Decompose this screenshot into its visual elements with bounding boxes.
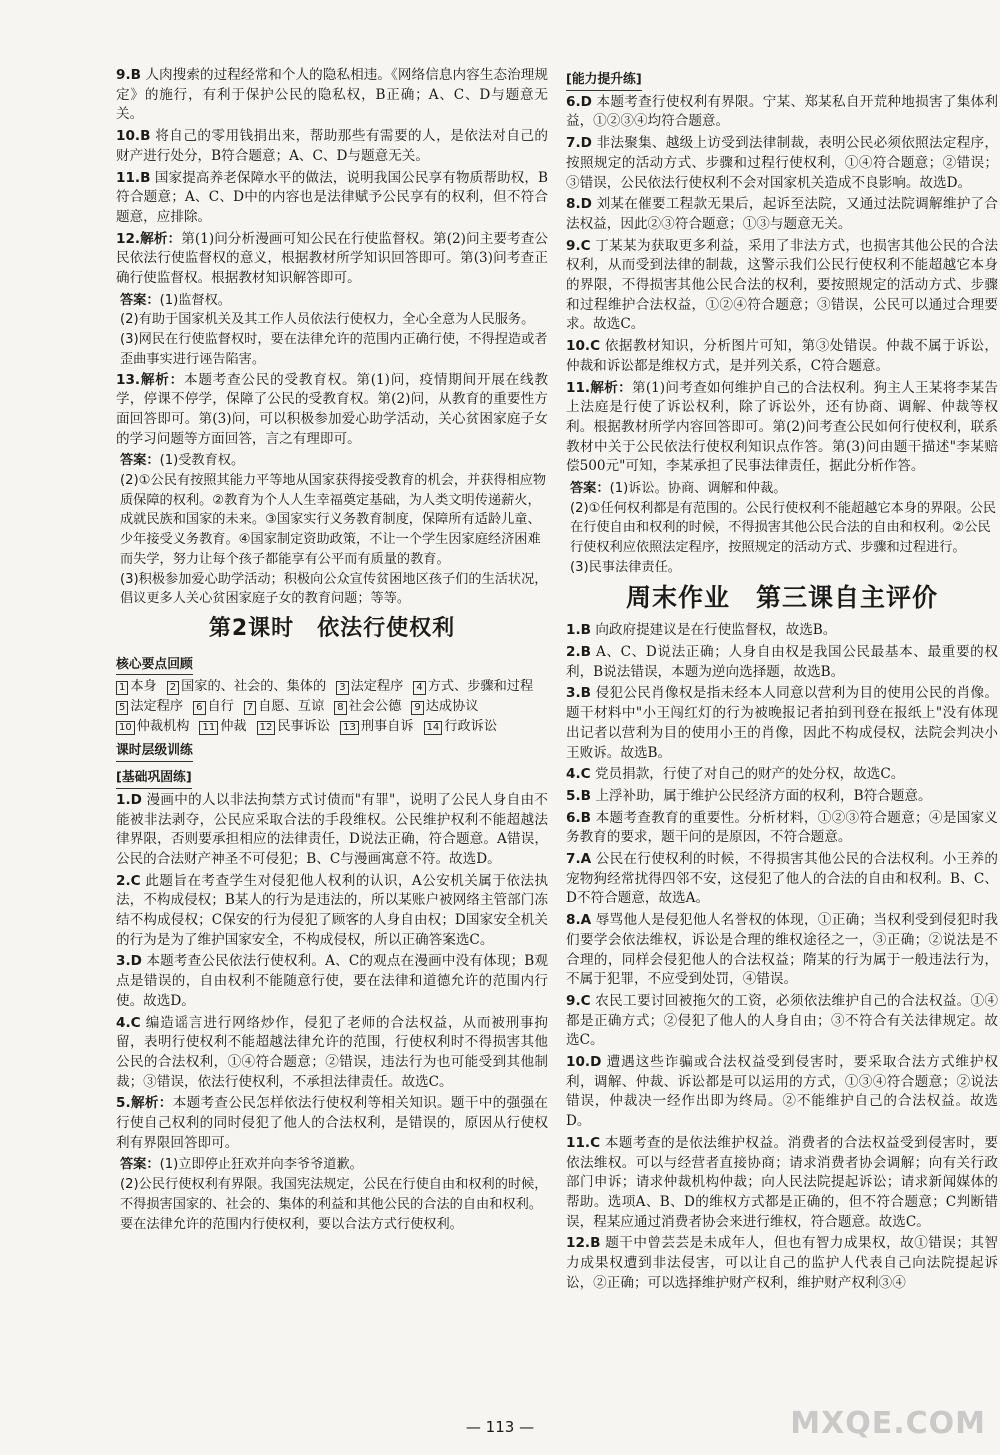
q11-answer-label: 答案： bbox=[570, 481, 610, 497]
key-number: 3 bbox=[336, 681, 348, 695]
item-text: 丁某某为获取更多利益，采用了非法方式，也损害其他公民的合法权利，从而受到法律的制裁，这警示我们公民行使权利不能超越它本身的界限，不得损害其他公民合法的权利，要按照规定的活动方式、步骤和过程维护合法权益，①②④符合题意；③错误，公民可以通过合理要求。故选C。 bbox=[566, 237, 999, 333]
item-number: 10.C bbox=[566, 338, 601, 355]
item-number: 6.B bbox=[566, 809, 591, 826]
key-number: 5 bbox=[116, 701, 128, 715]
right-column bbox=[566, 66, 998, 1295]
weekend-item bbox=[566, 765, 998, 785]
basic-tag: [基础巩固练] bbox=[116, 768, 192, 789]
weekend-item bbox=[566, 809, 998, 848]
left-top-item bbox=[116, 66, 548, 125]
item-text: 上浮补助，属于维护公民经济方面的权利，B符合题意。 bbox=[595, 787, 932, 804]
q13-answer-label: 答案： bbox=[120, 453, 160, 469]
item-number: 12.B bbox=[566, 1235, 601, 1252]
lesson-title: 第2课时 依法行使权利 bbox=[208, 615, 456, 641]
item-number: 9.B bbox=[116, 67, 141, 83]
item-text: 人肉搜索的过程经常和个人的隐私相违。《网络信息内容生态治理规定》的施行，有利于保护公民的隐私权，B正确；A、C、D与题意无关。 bbox=[116, 67, 549, 123]
q11-answers bbox=[566, 479, 998, 578]
weekend-item bbox=[566, 787, 998, 807]
key-point bbox=[193, 697, 234, 717]
item-text: 依据教材知识，分析图片可知，第③处错误。仲裁不属于诉讼，仲裁和诉讼都是维权方式，是并列关系，C符合题意。 bbox=[566, 338, 999, 374]
q11-answer-3: (3)民事法律责任。 bbox=[570, 559, 681, 575]
key-text: 法定程序 bbox=[130, 699, 184, 715]
basic-item bbox=[116, 791, 548, 870]
left-column bbox=[116, 66, 548, 1235]
key-number: 14 bbox=[424, 721, 443, 735]
item-text: 非法聚集、越级上访受到法律制裁，表明公民必须依照法定程序，按照规定的活动方式、步骤和过程行使权利，①④符合题意；②错误；③错误，公民依法行使权利不会对国家机关造成不良影响。故选D。 bbox=[566, 135, 999, 191]
key-text: 国家的、社会的、集体的 bbox=[181, 679, 327, 695]
weekend-item bbox=[566, 621, 998, 641]
key-text: 法定程序 bbox=[350, 679, 404, 695]
ability-tag: [能力提升练] bbox=[566, 70, 642, 91]
ability-item bbox=[566, 93, 998, 132]
key-number: 13 bbox=[340, 721, 359, 735]
key-number: 10 bbox=[116, 721, 135, 735]
item-text: 党员捐款，行使了对自己的财产的处分权，故选C。 bbox=[594, 766, 905, 783]
key-text: 仲裁机构 bbox=[136, 719, 190, 735]
q12-answer-2: (2)有助于国家机关及其工作人员依法行使权力，全心全意为人民服务。 bbox=[120, 312, 535, 328]
item-text: 本题考查公民依法行使权利。A、C的观点在漫画中没有体现；B观点是错误的，自由权利不能随意行使，要在法律和道德允许的范围内行使。故选D。 bbox=[116, 953, 548, 1009]
item-number: 2.B bbox=[566, 643, 591, 660]
basic-item bbox=[116, 872, 548, 951]
key-number: 12 bbox=[257, 721, 276, 735]
item-number: 4.C bbox=[116, 1014, 141, 1031]
weekend-item bbox=[566, 850, 998, 909]
item-number: 1.B bbox=[566, 622, 591, 639]
key-text: 仲裁 bbox=[220, 719, 247, 735]
item-number: 8.A bbox=[566, 912, 592, 929]
key-point bbox=[199, 717, 246, 737]
core-tag: 核心要点回顾 bbox=[116, 655, 193, 676]
watermark: MXQE.COM bbox=[790, 1406, 986, 1441]
q12-answer-3: (3)网民在行使监督权时，要在法律允许的范围内正确行使，不得捏造或者歪曲事实进行诬告陷害。 bbox=[120, 332, 548, 367]
key-number: 8 bbox=[334, 701, 346, 715]
q5-answer-2: (2)公民行使权利有界限。我国宪法规定，公民在行使自由和权利的时候，不得损害国家的、社会的、集体的利益和其他公民的合法的自由和权利。要在法律允许的范围内行使权利，要以合法方式行使权利。 bbox=[120, 1177, 548, 1232]
item-text: 遭遇这些诈骗或合法权益受到侵害时，要采取合法方式维护权利，调解、仲裁、诉讼都是可以运用的方式，①③④符合题意；②说法错误，仲裁决一经作出即为终局。②不能维护自己的合法权益。故选D。 bbox=[566, 1054, 998, 1130]
q13-answer-1: (1)受教育权。 bbox=[159, 453, 245, 469]
q12-num: 12. bbox=[116, 230, 141, 247]
key-point bbox=[257, 717, 330, 737]
ability-item bbox=[566, 195, 998, 234]
item-number: 9.C bbox=[566, 237, 591, 254]
q5-label: 解析： bbox=[130, 1095, 173, 1112]
key-text: 行政诉讼 bbox=[444, 719, 498, 735]
q13-answer-3: (3)积极参加爱心助学活动；积极向公众宣传贫困地区孩子们的生活状况，倡议更多人关心贫困家庭子女的教育问题；等等。 bbox=[120, 571, 548, 607]
item-text: 漫画中的人以非法拘禁方式讨债而"有罪"，说明了公民人身自由不能被非法剥夺，公民应采取合法的手段维权。公民维护权利不能超越法律界限，否则要承担相应的法律责任，D说法正确，符合题意。A错误，公民的合法财产神圣不可侵犯；B、C与漫画寓意不符。故选D。 bbox=[116, 791, 548, 867]
item-text: 公民在行使权利的时候，不得损害其他公民的合法权利。小王养的宠物狗经常扰得四邻不安，这侵犯了他人的合法的自由和权利。B、C、D不符合题意，故选A。 bbox=[566, 851, 998, 907]
q11-num: 11. bbox=[566, 379, 591, 396]
item-number: 10.B bbox=[116, 128, 151, 145]
item-text: 侵犯公民肖像权是指未经本人同意以营利为目的使用公民的肖像。题干材料中"小王闯红灯的行为被晚报记者拍到刊登在报纸上"没有体现出记者以营利为目的使用小王的肖像，因此不构成侵权，法院会判决小王败诉。故选B。 bbox=[566, 685, 999, 761]
ability-item bbox=[566, 134, 998, 193]
item-number: 8.D bbox=[566, 196, 592, 213]
page-number: — 113 — bbox=[465, 1418, 535, 1436]
item-number: 9.C bbox=[566, 992, 591, 1009]
key-text: 本身 bbox=[130, 679, 157, 695]
weekend-item bbox=[566, 1134, 998, 1233]
key-point bbox=[334, 697, 401, 717]
weekend-item bbox=[566, 643, 998, 682]
item-number: 5.B bbox=[566, 787, 591, 804]
key-text: 自愿、互谅 bbox=[258, 699, 325, 715]
left-top-item bbox=[116, 169, 548, 228]
q5-text: 本题考查公民怎样依法行使权利等相关知识。题干中的强强在行使自己权利的同时侵犯了他人的合法权利，是错误的，原因从行使权利有界限回答即可。 bbox=[116, 1095, 549, 1151]
q12-answer-1: (1)监督权。 bbox=[159, 292, 231, 308]
item-text: 本题考查教育的重要性。分析材料，①②③符合题意；④是国家义务教育的要求，题干问的是原因，不符合题意。 bbox=[566, 809, 999, 846]
item-number: 11.B bbox=[116, 169, 151, 186]
item-text: 刘某在催要工程款无果后，起诉至法院，又通过法院调解维护了合法权益，因此②③符合题意；①③与题意无关。 bbox=[566, 196, 999, 232]
q12 bbox=[116, 230, 548, 289]
q12-answer-label: 答案： bbox=[120, 292, 160, 308]
q13-label: 解析： bbox=[140, 371, 184, 388]
key-number: 4 bbox=[413, 681, 425, 695]
q5-num: 5. bbox=[116, 1095, 131, 1112]
item-text: 向政府提建议是在行使监督权，故选B。 bbox=[595, 622, 837, 639]
key-point bbox=[413, 677, 533, 697]
item-text: 将自己的零用钱捐出来，帮助那些有需要的人，是依法对自己的财产进行处分，B符合题意；A、C、D与题意无关。 bbox=[116, 128, 549, 164]
q13-text: 本题考查公民的受教育权。第(1)问，疫情期间开展在线教学，停课不停学，保障了公民的受教育权。第(2)问，从教育的重要性方面回答即可。第(3)问，可以积极参加爱心助学活动，关心贫困家庭子女的学习问题等方面回答，言之有理即可。 bbox=[116, 371, 548, 447]
item-number: 6.D bbox=[566, 93, 592, 110]
key-text: 自行 bbox=[207, 699, 234, 715]
key-text: 达成协议 bbox=[425, 699, 479, 715]
item-number: 1.D bbox=[116, 791, 142, 808]
item-text: 此题旨在考查学生对侵犯他人权利的认识，A公安机关属于依法执法，不构成侵权；B某人的行为是违法的，所以某账户被网络主管部门冻结不构成侵权；C保安的行为侵犯了顾客的人身自由权；D国家安全机关的行为是为了维护国家安全，不构成侵权，所以正确答案选C。 bbox=[116, 872, 548, 948]
basic-item bbox=[116, 952, 548, 1011]
key-point bbox=[411, 697, 478, 717]
item-number: 3.D bbox=[116, 953, 142, 970]
key-number: 2 bbox=[167, 681, 179, 695]
weekend-item bbox=[566, 992, 998, 1051]
weekend-item bbox=[566, 1053, 998, 1132]
ability-item bbox=[566, 237, 998, 336]
item-text: 编造谣言进行网络炒作，侵犯了老师的合法权益，从而被刑事拘留，表明行使权利不能超越法律允许的范围，行使权利时不得损害其他公民的合法权利，①④符合题意；②错误，违法行为也可能受到其他制裁；③错误，依法行使权利，不承担法律责任。故选C。 bbox=[116, 1014, 548, 1090]
q11-label: 解析： bbox=[590, 379, 632, 396]
key-points bbox=[116, 677, 548, 737]
key-number: 9 bbox=[411, 701, 423, 715]
key-text: 社会公德 bbox=[348, 699, 402, 715]
key-point bbox=[424, 717, 497, 737]
item-number: 7.D bbox=[566, 135, 592, 152]
item-text: 本题考查的是依法维护权益。消费者的合法权益受到侵害时，要依法维权。可以与经营者直接协商；请求消费者协会调解；向有关行政部门申诉；请求仲裁机构仲裁；向人民法院提起诉讼；请求新闻媒体的帮助。选项A、B、D的维权方式都是正确的，但不符合题意；C判断错误，程某应通过消费者协会来进行维权，符合题意。故选C。 bbox=[566, 1134, 999, 1230]
q13-answer-2: (2)①公民有按照其能力平等地从国家获得接受教育的机会，并获得相应物质保障的权利。②教育为个人人生幸福奠定基础，为人类文明传递薪火，成就民族和国家的未来。③国家实行义务教育制度，保障所有适龄儿童、少年接受义务教育。④国家制定资助政策，不让一个学生因家庭经济困难而失学，努力让每个孩子都能享有公平而有质量的教育。 bbox=[120, 473, 547, 567]
item-number: 10.D bbox=[566, 1054, 602, 1071]
weekend-item bbox=[566, 1234, 998, 1293]
q5 bbox=[116, 1094, 548, 1153]
key-text: 民事诉讼 bbox=[277, 719, 331, 735]
key-text: 刑事自诉 bbox=[360, 719, 414, 735]
key-number: 6 bbox=[193, 701, 205, 715]
key-point bbox=[244, 697, 324, 717]
q12-text: 第(1)问分析漫画可知公民在行使监督权。第(2)问主要考查公民依法行使监督权的意义，根据教材所学知识回答即可。第(3)问考查正确行使监督权。根据教材知识解答即可。 bbox=[116, 230, 548, 287]
item-number: 2.C bbox=[116, 872, 141, 889]
item-text: 农民工要讨回被拖欠的工资，必须依法维护自己的合法权益。①④都是正确方式；②侵犯了他人的人身自由；③不符合有关法律规定。故选C。 bbox=[566, 992, 999, 1049]
q11-text: 第(1)问考查如何维护自己的合法权利。狗主人王某将李某告上法庭是行使了诉讼权利，除了诉讼外，还有协商、调解、仲裁等权利。根据教材所学内容回答即可。第(2)问考查公民如何行使权利，联系教材中关于公民依法行使权利知识点作答。第(3)问由题干描述"李某赔偿500元"可知，李某承担了民事法律责任，据此分析作答。 bbox=[566, 379, 998, 475]
ability-item bbox=[566, 337, 998, 376]
q5-answer-label: 答案： bbox=[120, 1157, 160, 1173]
key-number: 1 bbox=[116, 681, 128, 695]
q13-answers bbox=[116, 451, 548, 609]
q11-answer-1: (1)诉讼。协商、调解和仲裁。 bbox=[609, 481, 787, 497]
key-point bbox=[116, 677, 157, 697]
q5-answers bbox=[116, 1155, 548, 1234]
left-top-item bbox=[116, 127, 548, 166]
item-text: 题干中曾芸芸是未成年人，但也有智力成果权，故①错误；其智力成果权遭到非法侵害，可以让自己的监护人代表自己向法院提起诉讼，②正确；可以选择维护财产权利，维护财产权利③④ bbox=[566, 1235, 999, 1291]
q12-answers bbox=[116, 291, 548, 370]
item-text: 辱骂他人是侵犯他人名誉权的体现，①正确；当权利受到侵犯时我们要学会依法维权，诉讼是合理的维权途径之一，③正确；②说法是不合理的，同样会侵犯他人的合法权益；隋某的行为属于一般违法行为，不属于犯罪，不应受到处罚，④错误。 bbox=[566, 912, 998, 988]
q11-answer-2: (2)①任何权利都是有范围的。公民行使权利不能超越它本身的界限。公民在行使自由和权利的时候，不得损害其他公民合法的自由和权利。②公民行使权利应依照法定程序，按照规定的活动方式、步骤和过程进行。 bbox=[570, 500, 997, 556]
basic-item bbox=[116, 1014, 548, 1093]
weekend-title: 周末作业 第三课自主评价 bbox=[625, 582, 938, 612]
item-number: 4.C bbox=[566, 766, 591, 783]
q5-answer-1: (1)立即停止狂欢并向李爷爷道歉。 bbox=[159, 1157, 363, 1173]
key-text: 方式、步骤和过程 bbox=[427, 679, 534, 695]
key-number: 11 bbox=[199, 721, 218, 735]
weekend-item bbox=[566, 911, 998, 990]
q11 bbox=[566, 379, 998, 478]
key-point bbox=[116, 697, 183, 717]
weekend-item bbox=[566, 684, 998, 763]
item-number: 3.B bbox=[566, 685, 591, 702]
key-point bbox=[167, 677, 326, 697]
q12-label: 解析： bbox=[140, 230, 182, 247]
item-text: 本题考查行使权利有界限。宁某、郑某私自开荒种地损害了集体利益，①②③④均符合题意。 bbox=[566, 93, 999, 130]
item-text: 国家提高养老保障水平的做法，说明我国公民享有物质帮助权，B符合题意；A、C、D中的内容也是法律赋予公民享有的权利，但不符合题意，应排除。 bbox=[116, 169, 548, 225]
item-number: 7.A bbox=[566, 851, 592, 868]
key-point bbox=[116, 717, 189, 737]
item-text: A、C、D说法正确；人身自由权是我国公民最基本、最重要的权利，B说法错误，本题为逆向选择题，故选B。 bbox=[566, 643, 998, 680]
key-point bbox=[336, 677, 403, 697]
key-number: 7 bbox=[244, 701, 256, 715]
key-point bbox=[340, 717, 413, 737]
practice-tag: 课时层级训练 bbox=[116, 741, 193, 762]
q13-num: 13. bbox=[116, 371, 141, 388]
item-number: 11.C bbox=[566, 1134, 601, 1151]
q13 bbox=[116, 371, 548, 450]
